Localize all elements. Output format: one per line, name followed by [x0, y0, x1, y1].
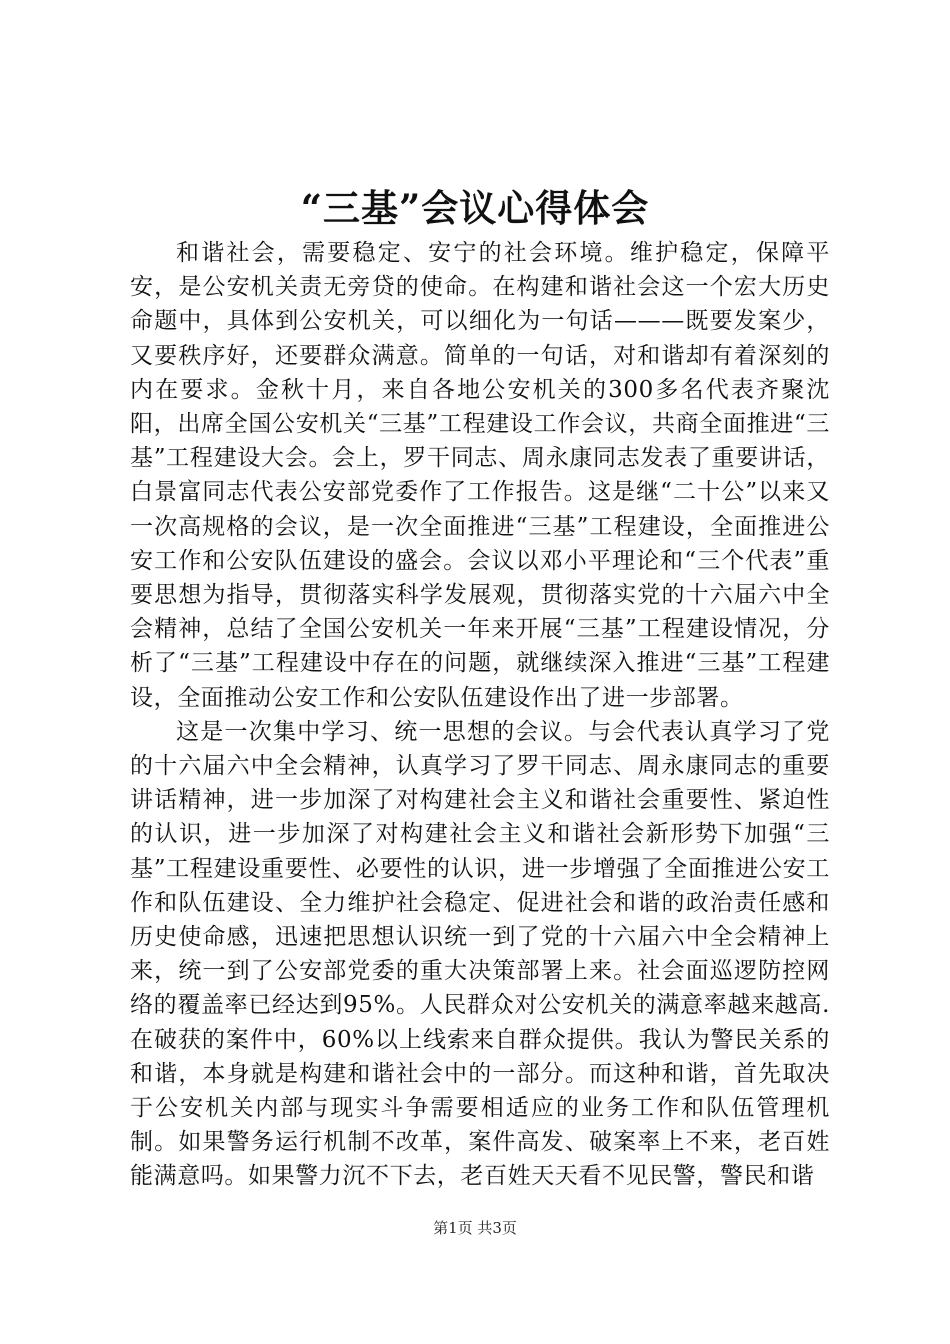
document-title: “三基”会议心得体会 — [300, 186, 650, 230]
body-paragraph-2: 这是一次集中学习、统一思想的会议。与会代表认真学习了党的十六届六中全会精神，认真学习了罗干同志、周永康同志的重要讲话精神，进一步加深了对构建社会主义和谐社会重要性、紧迫性的认识，进一步加深了对构建社会主义和谐社会新形势下加强“三基”工程建设重要性、必要性的认识，进一步增强了全面推进公安工作和队伍建设、全力维护社会稳定、促进社会和谐的政治责任感和历史使命感，迅速把思想认识统一到了党的十六届六中全会精神上来，统一到了公安部党委的重大决策部署上来。社会面巡逻防控网络的覆盖率已经达到95%。人民群众对公安机关的满意率越来越高.在破获的案件中，60%以上线索来自群众提供。我认为警民关系的和谐，本身就是构建和谐社会中的一部分。而这种和谐，首先取决于公安机关内部与现实斗争需要相适应的业务工作和队伍管理机制。如果警务运行机制不改革，案件高发、破案率上不来，老百姓能满意吗。如果警力沉不下去，老百姓天天看不见民警，警民和谐 — [130, 718, 830, 1190]
document-body — [130, 236, 830, 1194]
body-paragraph-1: 和谐社会，需要稳定、安宁的社会环境。维护稳定，保障平安，是公安机关责无旁贷的使命。在构建和谐社会这一个宏大历史命题中，具体到公安机关，可以细化为一句话———既要发案少，又要秩序好，还要群众满意。简单的一句话，对和谐却有着深刻的内在要求。金秋十月，来自各地公安机关的300多名代表齐聚沈阳，出席全国公安机关“三基”工程建设工作会议，共商全面推进“三基”工程建设大会。会上，罗干同志、周永康同志发表了重要讲话，白景富同志代表公安部党委作了工作报告。这是继“二十公”以来又一次高规格的会议，是一次全面推进“三基”工程建设，全面推进公安工作和公安队伍建设的盛会。会议以邓小平理论和“三个代表”重要思想为指导，贯彻落实科学发展观，贯彻落实党的十六届六中全会精神，总结了全国公安机关一年来开展“三基”工程建设情况，分析了“三基”工程建设中存在的问题，就继续深入推进“三基”工程建设，全面推动公安工作和公安队伍建设作出了进一步部署。 — [130, 240, 830, 711]
page-number-footer: 第1页 共3页 — [433, 1219, 517, 1237]
